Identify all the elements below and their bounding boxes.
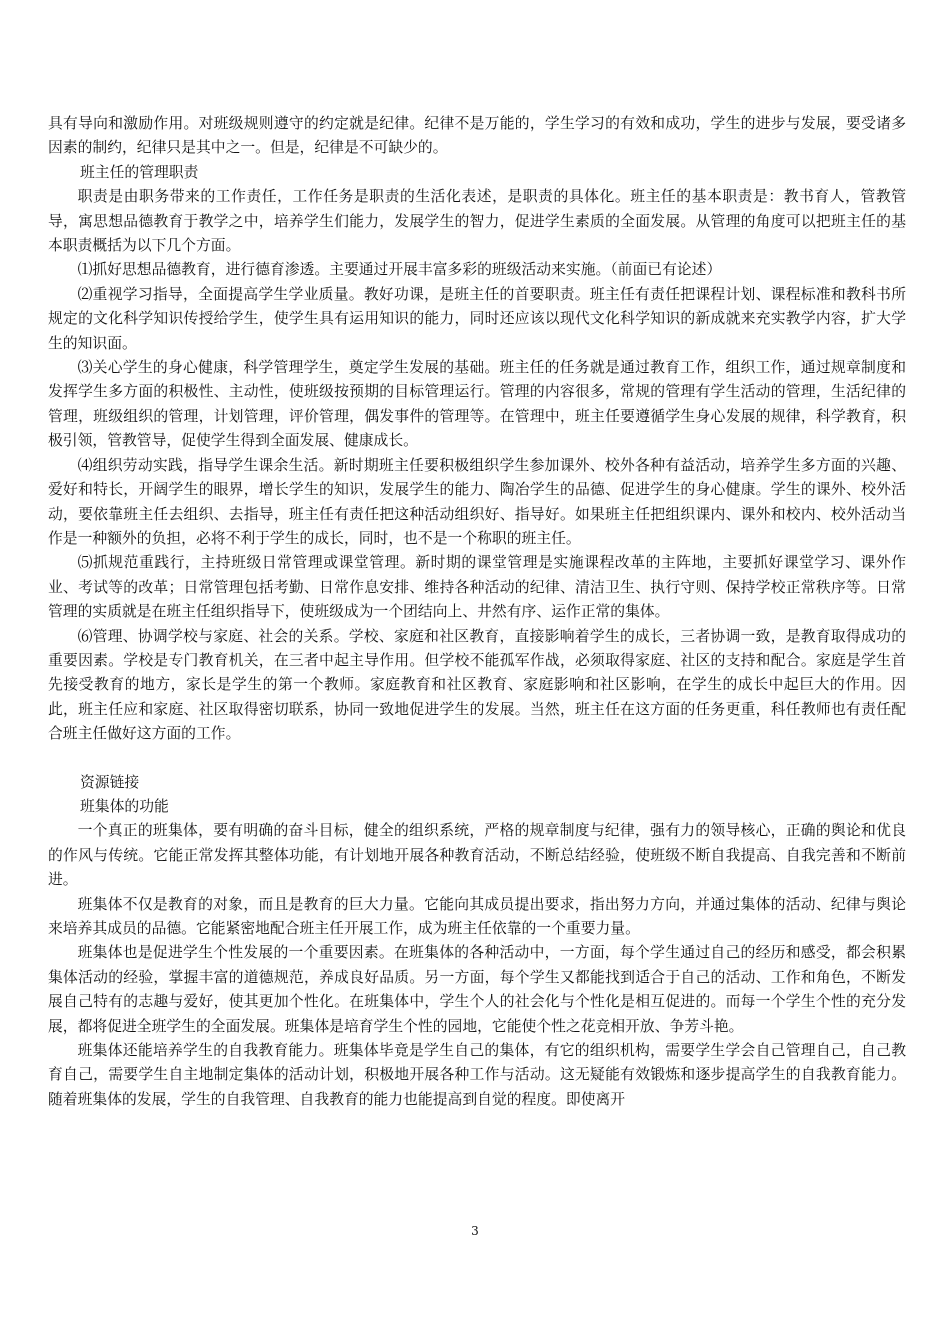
blank-line — [48, 747, 906, 771]
paragraph-duties-intro: 职责是由职务带来的工作责任，工作任务是职责的生活化表述，是职责的具体化。班主任的基本职责是：教书育人，管教管导，寓思想品德教育于教学之中，培养学生们能力，发展学生的智力，促进学生素质的全面发展。从管理的角度可以把班主任的基本职责概括为以下几个方面。 — [48, 188, 906, 255]
paragraph-collective-4: 班集体还能培养学生的自我教育能力。班集体毕竟是学生自己的集体，有它的组织机构，需要学生学会自己管理自己，自己教育自己，需要学生自主地制定集体的活动计划，积极地开展各种工作与活动。这无疑能有效锻炼和逐步提高学生的自我教育能力。随着班集体的发展，学生的自我管理、自我教育的能力也能提高到自觉的程度。即使离开 — [48, 1042, 906, 1108]
paragraph-duty-3: ⑶关心学生的身心健康，科学管理学生，奠定学生发展的基础。班主任的任务就是通过教育工作，组织工作，通过规章制度和发挥学生多方面的积极性、主动性，使班级按预期的目标管理运行。管理的内容很多，常规的管理有学生活动的管理，生活纪律的管理，班级组织的管理，计划管理，评价管理，偶发事件的管理等。在管理中，班主任要遵循学生身心发展的规律，科学教育，积极引领，管教管导，促使学生得到全面发展、健康成长。 — [48, 359, 906, 450]
page-number: 3 — [471, 1224, 479, 1238]
section-heading-headteacher-duties: 班主任的管理职责 — [80, 163, 199, 181]
document-page — [48, 112, 906, 1112]
paragraph-duty-6: ⑹管理、协调学校与家庭、社会的关系。学校、家庭和社区教育，直接影响着学生的成长，三者协调一致，是教育取得成功的重要因素。学校是专门教育机关，在三者中起主导作用。但学校不能孤军作战，必须取得家庭、社区的支持和配合。家庭是学生首先接受教育的地方，家长是学生的第一个教师。家庭教育和社区教育、家庭影响和社区影响，在学生的成长中起巨大的作用。因此，班主任应和家庭、社区取得密切联系，协同一致地促进学生的发展。当然，班主任在这方面的任务更重，科任教师也有责任配合班主任做好这方面的工作。 — [48, 627, 906, 743]
paragraph-collective-3: 班集体也是促进学生个性发展的一个重要因素。在班集体的各种活动中，一方面，每个学生通过自己的经历和感受，都会积累集体活动的经验，掌握丰富的道德规范，养成良好品质。另一方面，每个学生又都能找到适合于自己的活动、工作和角色，不断发展自己特有的志趣与爱好，使其更加个性化。在班集体中，学生个人的社会化与个性化是相互促进的。而每一个学生个性的充分发展，都将促进全班学生的全面发展。班集体是培育学生个性的园地，它能使个性之花竞相开放、争芳斗艳。 — [48, 944, 906, 1035]
paragraph-duty-2: ⑵重视学习指导，全面提高学生学业质量。教好功课，是班主任的首要职责。班主任有责任把课程计划、课程标准和教科书所规定的文化科学知识传授给学生，使学生具有运用知识的能力，同时还应该以现代文化科学知识的新成就来充实教学内容，扩大学生的知识面。 — [48, 285, 906, 352]
paragraph-collective-2: 班集体不仅是教育的对象，而且是教育的巨大力量。它能向其成员提出要求，指出努力方向，并通过集体的活动、纪律与舆论来培养其成员的品德。它能紧密地配合班主任开展工作，成为班主任依靠的一个重要力量。 — [48, 895, 906, 937]
paragraph-duty-4: ⑷组织劳动实践，指导学生课余生活。新时期班主任要积极组织学生参加课外、校外各种有益活动，培养学生多方面的兴趣、爱好和特长，开阔学生的眼界，增长学生的知识，发展学生的能力、陶冶学生的品德、促进学生的身心健康。学生的课外、校外活动，要依靠班主任去组织、去指导，班主任有责任把这种活动组织好、指导好。如果班主任把组织课内、课外和校内、校外活动当作是一种额外的负担，必将不利于学生的成长，同时，也不是一个称职的班主任。 — [48, 456, 906, 547]
paragraph-discipline-end: 具有导向和激励作用。对班级规则遵守的约定就是纪律。纪律不是万能的，学生学习的有效和成功，学生的进步与发展，要受诸多因素的制约，纪律只是其中之一。但是，纪律是不可缺少的。 — [48, 115, 906, 157]
section-heading-class-collective-functions: 班集体的功能 — [80, 797, 169, 815]
paragraph-duty-1: ⑴抓好思想品德教育，进行德育渗透。主要通过开展丰富多彩的班级活动来实施。（前面已有论述） — [77, 261, 722, 279]
section-heading-resource-link: 资源链接 — [80, 773, 140, 791]
paragraph-duty-5: ⑸抓规范重践行，主持班级日常管理或课堂管理。新时期的课堂管理是实施课程改革的主阵地，主要抓好课堂学习、课外作业、考试等的改革；日常管理包括考勤、日常作息安排、维持各种活动的纪律、清洁卫生、执行守则、保持学校正常秩序等。日常管理的实质就是在班主任组织指导下，使班级成为一个团结向上、井然有序、运作正常的集体。 — [48, 554, 906, 621]
paragraph-collective-1: 一个真正的班集体，要有明确的奋斗目标，健全的组织系统，严格的规章制度与纪律，强有力的领导核心，正确的舆论和优良的作风与传统。它能正常发挥其整体功能，有计划地开展各种教育活动，不断总结经验，使班级不断自我提高、自我完善和不断前进。 — [48, 822, 906, 889]
